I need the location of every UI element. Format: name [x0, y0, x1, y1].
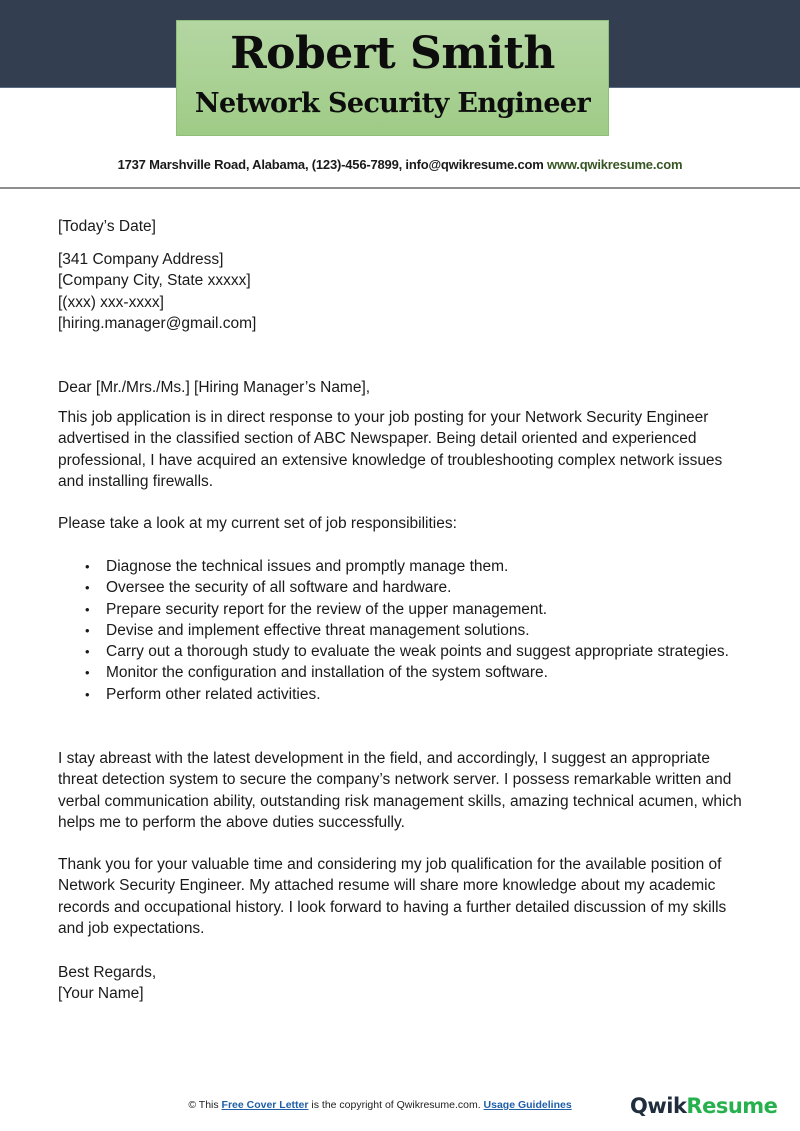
recipient-city: [Company City, State xxxxx]: [58, 272, 251, 290]
usage-guidelines-link[interactable]: Usage Guidelines: [483, 1099, 572, 1111]
paragraph-intro: This job application is in direct response to your job posting for your Network Security Engineer advertised in the classified section of ABC Newspaper. Being detail oriented and experienced professional, I have acquired an extensive knowledge of troubleshooting complex network issues and installing firewalls.: [58, 409, 723, 490]
website-link[interactable]: www.qwikresume.com: [547, 157, 683, 172]
qwikresume-logo[interactable]: [630, 1094, 777, 1118]
recipient-block: [58, 249, 748, 334]
bullet-icon: •: [85, 559, 90, 574]
contact-line: [0, 157, 800, 172]
recipient-phone: [(xxx) xxx-xxxx]: [58, 293, 164, 311]
free-cover-letter-link[interactable]: Free Cover Letter: [221, 1099, 309, 1111]
copyright-note: © This Free Cover Letter is the copyright of Qwikresume.com. Usage Guidelines: [188, 1099, 572, 1111]
closing-phrase: Best Regards,: [58, 964, 157, 981]
name-title-box: [176, 20, 609, 136]
salutation: Dear [Mr./Mrs./Ms.] [Hiring Manager’s Name],: [58, 379, 371, 396]
list-item: • Carry out a thorough study to evaluate the weak points and suggest appropriate strategies.: [58, 641, 748, 662]
signoff-block: [58, 962, 748, 1005]
paragraph-skills: I stay abreast with the latest development in the field, and accordingly, I suggest an appropriate threat detection system to secure the company’s network server. I possess remarkable written and verbal communication ability, outstanding risk management skills, amazing technical acumen, which helps me to perform the above duties successfully.: [58, 750, 742, 831]
date-line: [Today’s Date]: [58, 218, 156, 235]
bullet-icon: •: [85, 686, 90, 702]
signature-name: [Your Name]: [58, 985, 144, 1003]
header-divider: [0, 187, 800, 189]
list-item: • Perform other related activities.: [58, 684, 748, 705]
recipient-email: [hiring.manager@gmail.com]: [58, 314, 257, 332]
list-item: • Prepare security report for the review of the upper management.: [58, 599, 748, 620]
logo-qwik: Qwik: [630, 1094, 687, 1118]
responsibilities-list: [58, 556, 748, 705]
list-item: • Diagnose the technical issues and promptly manage them.: [58, 556, 748, 577]
list-item: • Monitor the configuration and installation of the system software.: [58, 662, 748, 683]
recipient-address: [341 Company Address]: [58, 251, 224, 268]
bullet-icon: •: [85, 644, 90, 660]
contact-details: 1737 Marshville Road, Alabama, (123)-456-7899, info@qwikresume.com: [117, 157, 544, 172]
candidate-name: Robert Smith: [230, 28, 555, 79]
paragraph-closing: Thank you for your valuable time and considering my job qualification for the available position of Network Security Engineer. My attached resume will share more knowledge about my academic records and occupational history. I look forward to having a further detailed discussion of my skills and job expectations.: [58, 856, 727, 937]
list-item: • Devise and implement effective threat management solutions.: [58, 620, 748, 641]
logo-resume: Resume: [686, 1094, 778, 1118]
list-intro: Please take a look at my current set of job responsibilities:: [58, 515, 457, 532]
bullet-icon: •: [85, 622, 90, 638]
bullet-icon: •: [85, 665, 90, 681]
bullet-icon: •: [85, 580, 90, 596]
bullet-icon: •: [85, 601, 90, 617]
job-title: Network Security Engineer: [194, 88, 591, 119]
list-item: • Oversee the security of all software and hardware.: [58, 577, 748, 598]
